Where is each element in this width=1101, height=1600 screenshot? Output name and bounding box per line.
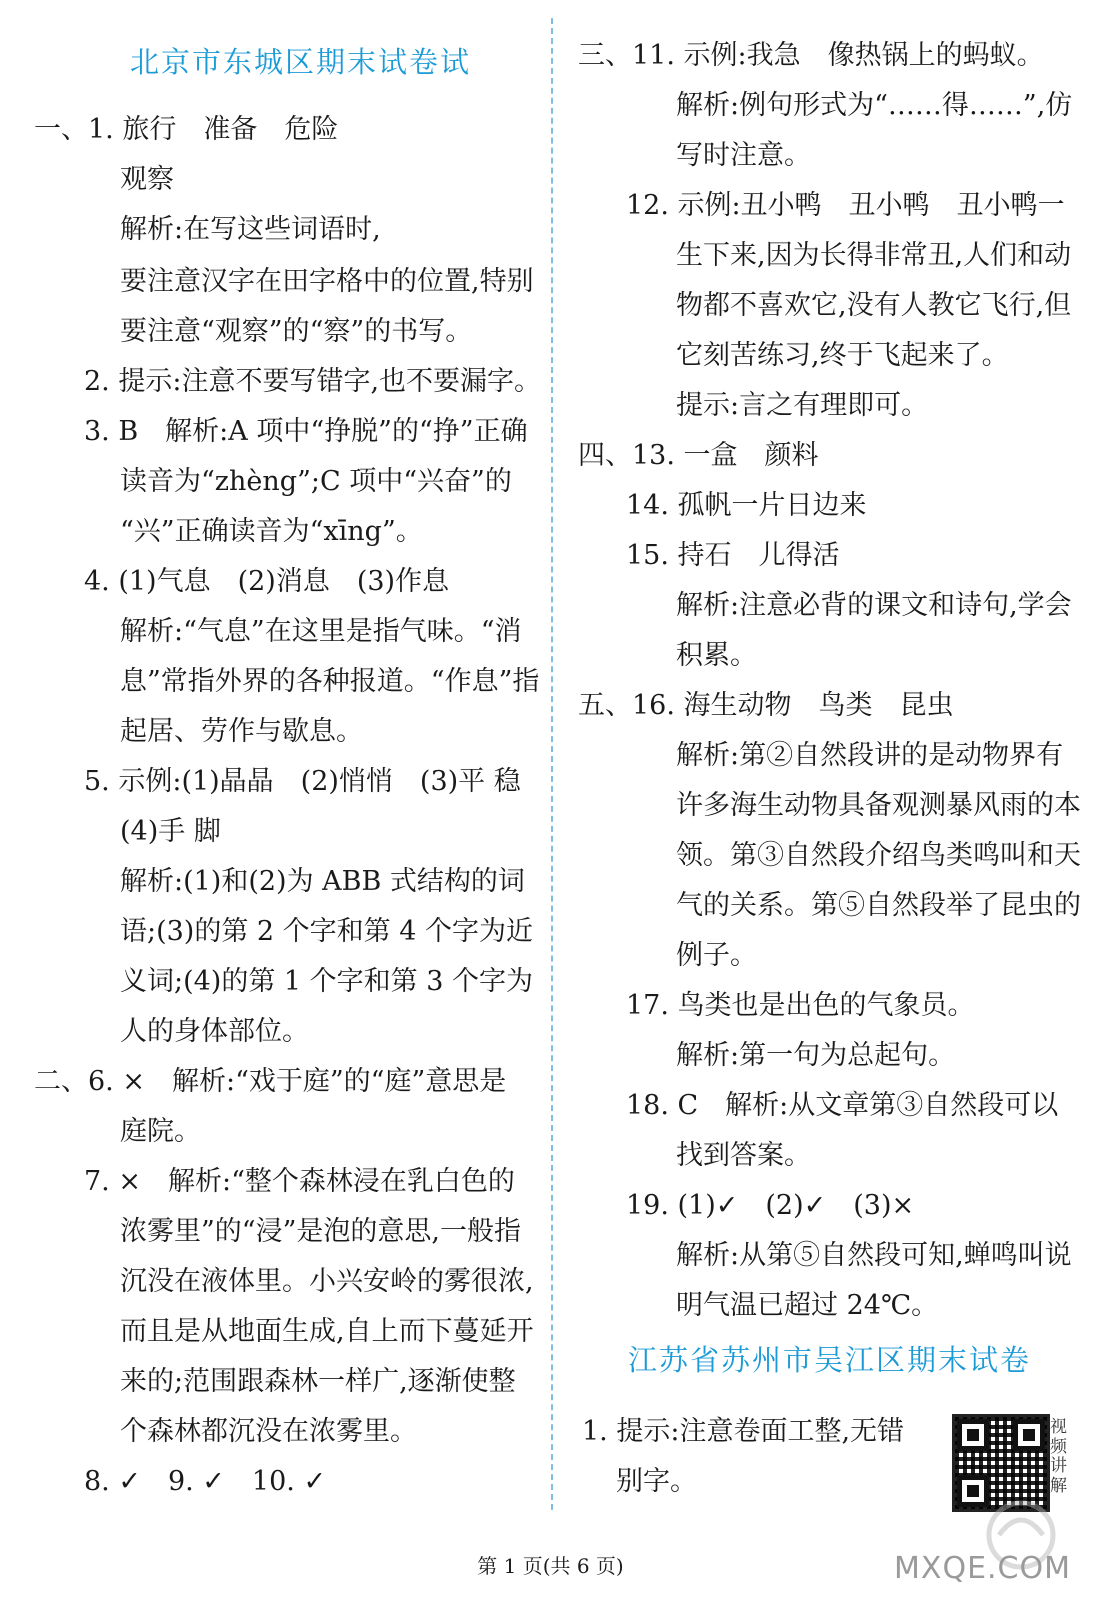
answer-line: 义词;(4)的第 1 个字和第 3 个字为 [120,966,534,997]
answer-line: 浓雾里”的“浸”是泡的意思,一般指 [120,1216,521,1247]
answer-line: 解析:例句形式为“……得……”,仿 [676,90,1073,121]
answer-line: 许多海生动物具备观测暴风雨的本 [676,790,1081,821]
answer-line: 2. 提示:注意不要写错字,也不要漏字。 [84,366,542,397]
answer-line: 领。第③自然段介绍鸟类鸣叫和天 [676,840,1081,871]
answer-line: 四、13. 一盒 颜料 [578,440,819,471]
answer-line: 4. (1)气息 (2)消息 (3)作息 [84,566,450,597]
answer-line: 解析:注意必背的课文和诗句,学会 [676,590,1072,621]
answer-line: 气的关系。第⑤自然段举了昆虫的 [676,890,1081,921]
answer-line: 五、16. 海生动物 鸟类 昆虫 [578,690,954,721]
answer-line: 积累。 [676,640,757,671]
answer-line: 解析:在写这些词语时, [120,214,381,245]
answer-line: 例子。 [676,940,757,971]
answer-line: 读音为“zhèng”;C 项中“兴奋”的 [120,466,512,497]
answer-line: 语;(3)的第 2 个字和第 4 个字为近 [120,916,534,947]
answer-line: 3. B 解析:A 项中“挣脱”的“挣”正确 [84,416,528,447]
watermark-text: MXQE.COM [894,1551,1071,1586]
answer-line: 找到答案。 [676,1140,811,1171]
answer-line: 而且是从地面生成,自上而下蔓延开 [120,1316,534,1347]
answer-line: 17. 鸟类也是出色的气象员。 [626,990,975,1021]
answer-line: 三、11. 示例:我急 像热锅上的蚂蚁。 [578,40,1044,71]
answer-line: 要注意“观察”的“察”的书写。 [120,316,473,347]
answer-line: 1. 提示:注意卷面工整,无错 [582,1416,905,1447]
answer-line: 解析:从第⑤自然段可知,蝉鸣叫说 [676,1240,1072,1271]
answer-line: 解析:第②自然段讲的是动物界有 [676,740,1064,771]
answer-line: 12. 示例:丑小鸭 丑小鸭 丑小鸭一 [626,190,1065,221]
page-footer: 第 1 页(共 6 页) [477,1554,624,1578]
answer-line: 庭院。 [120,1116,201,1147]
answer-line: 二、6. × 解析:“戏于庭”的“庭”意思是 [34,1066,507,1097]
answer-line: 解析:(1)和(2)为 ABB 式结构的词 [120,866,525,897]
answer-line: 8. ✓ 9. ✓ 10. ✓ [84,1466,327,1497]
answer-line: 提示:言之有理即可。 [676,390,929,421]
answer-line: 它刻苦练习,终于飞起来了。 [676,340,1009,371]
answer-line: “兴”正确读音为“xīng”。 [120,516,423,547]
answer-line: 物都不喜欢它,没有人教它飞行,但 [676,290,1072,321]
answer-line: 要注意汉字在田字格中的位置,特别 [120,266,534,297]
qr-finder [1013,1419,1045,1451]
answer-line: 写时注意。 [676,140,811,171]
answer-line: 19. (1)✓ (2)✓ (3)× [626,1190,915,1221]
answer-line: 14. 孤帆一片日边来 [626,490,867,521]
answer-line: 个森林都沉没在浓雾里。 [120,1416,417,1447]
answer-line: 一、1. 旅行 准备 危险 [34,114,339,145]
column-divider [551,18,553,1510]
answer-line: 生下来,因为长得非常丑,人们和动 [676,240,1072,271]
answer-line: 别字。 [616,1466,697,1497]
answer-line: (4)手 脚 [120,816,221,847]
qr-label: 视频讲解 [1050,1417,1067,1496]
answer-line: 解析:“气息”在这里是指气味。“消 [120,616,522,647]
answer-line: 息”常指外界的各种报道。“作息”指 [120,666,540,697]
answer-line: 明气温已超过 24℃。 [676,1290,939,1321]
section-title-suzhou: 江苏省苏州市吴江区期末试卷 [628,1343,1032,1377]
answer-line: 18. C 解析:从文章第③自然段可以 [626,1090,1059,1121]
answer-line: 15. 持石 儿得活 [626,540,840,571]
section-title-beijing: 北京市东城区期末试卷试 [130,45,472,79]
answer-line: 5. 示例:(1)晶晶 (2)悄悄 (3)平 稳 [84,766,521,797]
answer-line: 起居、劳作与歇息。 [120,716,363,747]
answer-line: 解析:第一句为总起句。 [676,1040,956,1071]
qr-finder [957,1419,989,1451]
answer-line: 7. × 解析:“整个森林浸在乳白色的 [84,1166,515,1197]
answer-line: 沉没在液体里。小兴安岭的雾很浓, [120,1266,534,1297]
answer-line: 来的;范围跟森林一样广,逐渐使整 [120,1366,516,1397]
answer-line: 观察 [120,164,174,195]
answer-line: 人的身体部位。 [120,1016,309,1047]
